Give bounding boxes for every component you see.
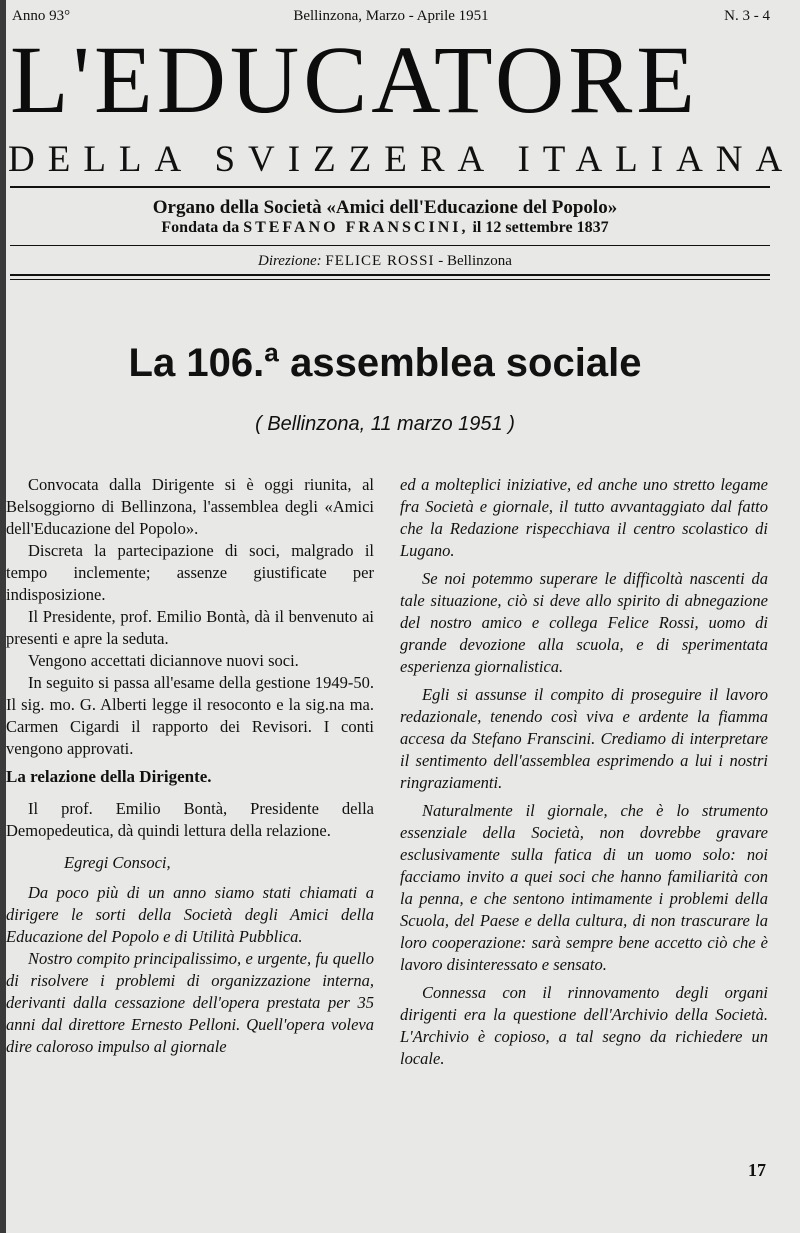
issue-place-date: Bellinzona, Marzo - Aprile 1951 — [293, 8, 489, 24]
direction-label: Direzione: — [258, 253, 322, 269]
left-column — [6, 474, 374, 1058]
paragraph: Discreta la partecipazione di soci, malgrado il tempo inclemente; assenze giustificate per indisposizione. — [6, 541, 374, 604]
article-title: La 106.ª assemblea sociale — [128, 341, 642, 385]
divider — [10, 245, 770, 246]
paragraph: ed a molteplici iniziative, ed anche uno stretto legame fra Società e giornale, il tutto avvantaggiato dal fatto che la Redazione rispecchiava il centro scolastico di Lugano. — [400, 475, 768, 560]
paragraph: In seguito si passa all'esame della gestione 1949-50. Il sig. mo. G. Alberti legge il resoconto e la sig.na ma. Carmen Cigardi il rapporto dei Revisori. I conti vengono approvati. — [6, 673, 374, 758]
masthead-title: L'EDUCATORE — [10, 26, 699, 133]
founded-prefix: Fondata da — [161, 219, 240, 236]
direction-line — [0, 251, 770, 271]
divider — [10, 279, 770, 280]
paragraph: Se noi potemmo superare le difficoltà nascenti da tale situazione, ciò si deve allo spirito di abnegazione del nostro amico e collega Felice Rossi, uomo di grande devozione alla scuola, e di sperimentata esperienza giornalistica. — [400, 569, 768, 676]
direction-place: - Bellinzona — [438, 253, 512, 269]
paragraph: Convocata dalla Dirigente si è oggi riunita, al Belsoggiorno di Bellinzona, l'assemblea degli «Amici dell'Educazione del Popolo». — [6, 475, 374, 538]
issue-number: N. 3 - 4 — [724, 8, 770, 24]
paragraph: Il Presidente, prof. Emilio Bontà, dà il benvenuto ai presenti e apre la seduta. — [6, 607, 374, 648]
right-column — [400, 474, 768, 1070]
issue-year: Anno 93° — [12, 8, 71, 24]
paragraph: Connessa con il rinnovamento degli organi dirigenti era la questione dell'Archivio della Società. L'Archivio è copioso, a tal segno da richiedere un locale. — [400, 983, 768, 1068]
organ-line: Organo della Società «Amici dell'Educazione del Popolo» — [152, 197, 618, 218]
founded-date: il 12 settembre 1837 — [472, 219, 609, 236]
paragraph: Nostro compito principalissimo, e urgente, fu quello di risolvere i problemi di organizzazione interna, derivanti dalla cessazione dell'opera prestata per 35 anni dal direttore Ernesto Pelloni. Quell'opera voleva dire caloroso impulso al giornale — [6, 949, 374, 1056]
paragraph: Il prof. Emilio Bontà, Presidente della Demopedeutica, dà quindi lettura della relazione. — [6, 799, 374, 840]
divider — [10, 274, 770, 276]
issue-header — [12, 8, 770, 28]
founded-line — [0, 218, 770, 238]
paragraph: Naturalmente il giornale, che è lo strumento essenziale della Società, non dovrebbe gravare esclusivamente sulla fatica di un uomo solo: noi facciamo invito a quei soci che hanno familiarità con la penna, e che sentono intimamente i problemi della Scuola, del Paese e della cultura, di non trascurare la loro cooperazione: sarà sempre bene accetto ciò che è lavoro disinteressato e sensato. — [400, 801, 768, 974]
director-name: FELICE ROSSI — [325, 253, 435, 269]
article-subtitle: ( Bellinzona, 11 marzo 1951 ) — [255, 413, 515, 435]
masthead-subtitle: DELLA SVIZZERA ITALIANA — [8, 139, 796, 180]
divider — [10, 186, 770, 188]
salutation: Egregi Consoci, — [64, 853, 171, 872]
section-heading: La relazione della Dirigente. — [6, 767, 212, 786]
paragraph: Da poco più di un anno siamo stati chiamati a dirigere le sorti della Società degli Amici della Educazione del Popolo e di Utilità Pubblica. — [6, 883, 374, 946]
paragraph: Vengono accettati diciannove nuovi soci. — [28, 651, 299, 670]
founder-name: STEFANO FRANSCINI, — [243, 219, 469, 236]
paragraph: Egli si assunse il compito di proseguire il lavoro redazionale, tenendo così viva e ardente la fiamma accesa da Stefano Franscini. Crediamo di interpretare il sentimento dell'assemblea esprimendo a lui i nostri ringraziamenti. — [400, 685, 768, 792]
page-number: 17 — [748, 1160, 766, 1180]
